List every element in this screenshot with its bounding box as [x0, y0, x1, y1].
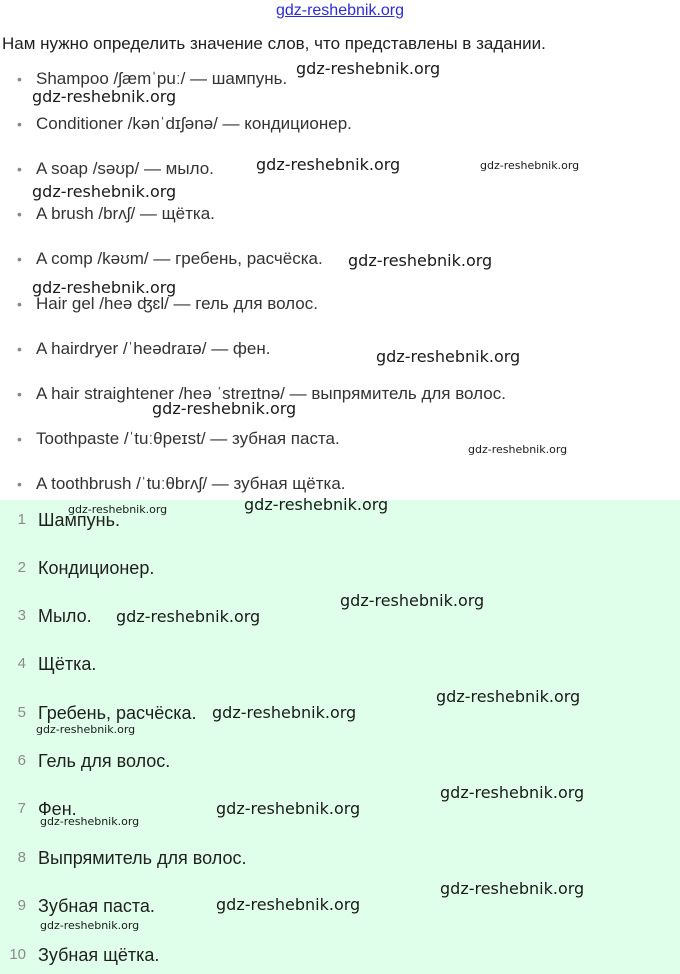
vocab-item-text: A toothbrush /ˈtuːθbrʌʃ/ — зубная щётка. [36, 474, 346, 493]
bullet-icon: • [17, 341, 22, 357]
vocab-item-text: A hairdryer /ˈheədraɪə/ — фен. [36, 339, 271, 358]
answer-number: 6 [17, 752, 26, 769]
bullet-icon: • [17, 476, 22, 492]
watermark: gdz-reshebnik.org [68, 503, 168, 516]
answer-text: Зубная щётка. [38, 945, 160, 965]
bullet-icon: • [17, 116, 22, 132]
watermark: gdz-reshebnik.org [256, 155, 401, 174]
watermark: gdz-reshebnik.org [468, 443, 568, 456]
watermark: gdz-reshebnik.org [244, 495, 389, 514]
vocab-item-text: Toothpaste /ˈtuːθpeɪst/ — зубная паста. [36, 429, 340, 448]
vocab-item-text: A soap /səʊp/ — мыло. [36, 159, 214, 178]
watermark: gdz-reshebnik.org [440, 879, 585, 898]
answer-number: 3 [17, 607, 26, 624]
watermark: gdz-reshebnik.org [40, 815, 140, 828]
bullet-icon: • [17, 161, 22, 177]
watermark: gdz-reshebnik.org [436, 687, 581, 706]
watermark: gdz-reshebnik.org [480, 159, 580, 172]
watermark: gdz-reshebnik.org [440, 783, 585, 802]
answer-text: Фен. [38, 799, 77, 819]
answer-row [0, 843, 680, 873]
watermark: gdz-reshebnik.org [116, 607, 261, 626]
answer-number: 5 [17, 704, 26, 721]
answer-number: 4 [17, 655, 26, 672]
watermark: gdz-reshebnik.org [32, 182, 177, 201]
intro-text: Нам нужно определить значение слов, что представлены в задании. [2, 34, 546, 53]
site-header-link[interactable]: gdz-reshebnik.org [275, 2, 405, 19]
answer-text: Гель для волос. [38, 751, 171, 771]
answer-text: Щётка. [38, 654, 97, 674]
answer-number: 7 [17, 800, 26, 817]
vocab-item-text: Hair gel /heə ʤɛl/ — гель для волос. [36, 294, 318, 313]
watermark: gdz-reshebnik.org [216, 895, 361, 914]
watermark: gdz-reshebnik.org [340, 591, 485, 610]
watermark: gdz-reshebnik.org [32, 87, 177, 106]
watermark: gdz-reshebnik.org [212, 703, 357, 722]
answer-row [0, 746, 680, 776]
watermark: gdz-reshebnik.org [216, 799, 361, 818]
answer-number: 8 [17, 849, 26, 866]
bullet-icon: • [17, 431, 22, 447]
watermark: gdz-reshebnik.org [152, 399, 297, 418]
bullet-icon: • [17, 206, 22, 222]
answer-row [0, 940, 680, 970]
watermark: gdz-reshebnik.org [348, 251, 493, 270]
answer-number: 2 [17, 559, 26, 576]
answer-text: Кондиционер. [38, 558, 155, 578]
vocab-item-text: Shampoo /ʃæmˈpuː/ — шампунь. [36, 69, 288, 88]
watermark: gdz-reshebnik.org [32, 278, 177, 297]
watermark: gdz-reshebnik.org [40, 919, 140, 932]
bullet-icon: • [17, 71, 22, 87]
answer-number: 9 [17, 897, 26, 914]
answer-text: Выпрямитель для волос. [38, 848, 247, 868]
bullet-icon: • [17, 251, 22, 267]
answer-text: Зубная паста. [38, 896, 155, 916]
vocab-item-text: A brush /brʌʃ/ — щётка. [36, 204, 215, 223]
answer-number: 10 [9, 946, 26, 963]
bullet-icon: • [17, 386, 22, 402]
answer-text: Шампунь. [38, 510, 120, 530]
watermark: gdz-reshebnik.org [36, 723, 136, 736]
answer-number: 1 [17, 511, 26, 528]
vocab-item-text: A comp /kəʊm/ — гребень, расчёска. [36, 249, 323, 268]
watermark: gdz-reshebnik.org [296, 59, 441, 78]
vocab-item-text: A hair straightener /heə ˈstreɪtnə/ — выпрямитель для волос. [36, 384, 506, 403]
bullet-icon: • [17, 296, 22, 312]
answer-row [0, 649, 680, 679]
answer-row [0, 553, 680, 583]
vocab-item-text: Conditioner /kənˈdɪʃənə/ — кондиционер. [36, 114, 352, 133]
answer-text: Мыло. [38, 606, 92, 626]
watermark: gdz-reshebnik.org [376, 347, 521, 366]
answer-text: Гребень, расчёска. [38, 703, 197, 723]
